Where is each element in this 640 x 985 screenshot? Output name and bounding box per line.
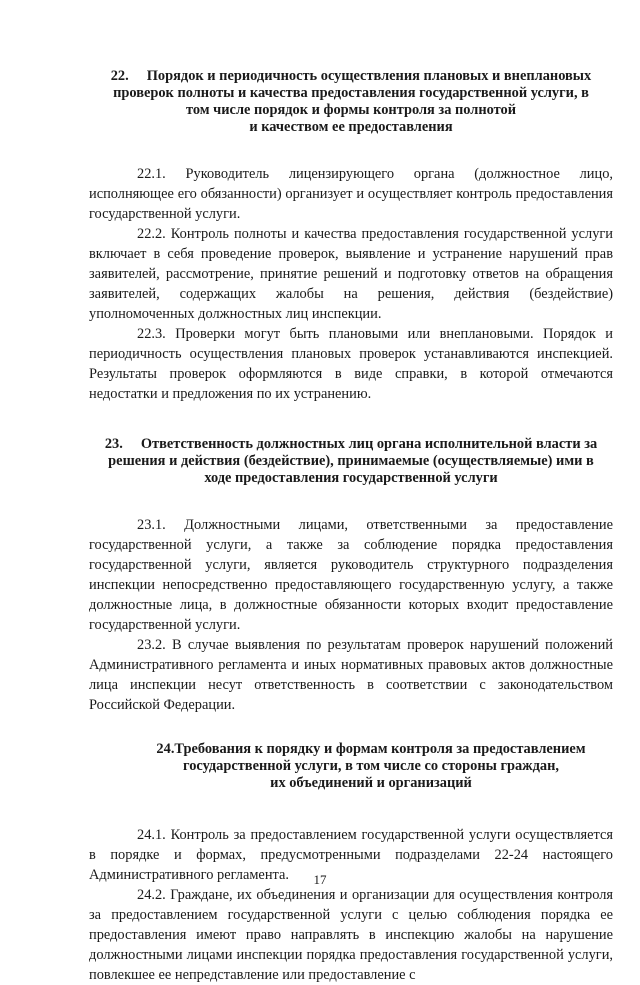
document-body <box>89 68 613 985</box>
section-23-heading-line-1: 23. Ответственность должностных лиц органа исполнительной власти за <box>104 436 598 452</box>
paragraph-22-3: 22.3. Проверки могут быть плановыми или внеплановыми. Порядок и периодичность осуществления плановых проверок устанавливаются инспекцией. Результаты проверок оформляются в виде справки, в которой отмечаются недостатки и предложения по их устранению. <box>89 326 613 402</box>
paragraph-24-1: 24.1. Контроль за предоставлением государственной услуги осуществляется в порядке и формах, предусмотренными подразделами 22-24 настоящего Административного регламента. <box>89 827 613 883</box>
section-23-heading-line-3: ходе предоставления государственной услуги <box>204 470 498 486</box>
section-23-body <box>89 515 613 715</box>
section-23-heading-line-2: решения и действия (бездействие), принимаемые (осуществляемые) ими в <box>108 453 594 469</box>
paragraph-22-1: 22.1. Руководитель лицензирующего органа (должностное лицо, исполняющее его обязанности) организует и осуществляет контроль предоставления государственной услуги. <box>89 166 613 222</box>
page-number: 17 <box>313 872 327 887</box>
paragraph-22-2: 22.2. Контроль полноты и качества предоставления государственной услуги включает в себя проведение проверок, выявление и устранение нарушений прав заявителей, рассмотрение, принятие решений и подготовку ответов на обращения заявителей, содержащих жалобы на решения, действия (бездействие) уполномоченных должностных лиц инспекции. <box>89 226 613 322</box>
paragraph-23-2: 23.2. В случае выявления по результатам проверок нарушений положений Административного регламента и иных нормативных правовых актов должностные лица инспекции несут ответственность в соответствии с законодательством Российской Федерации. <box>89 637 613 713</box>
section-22-heading-line-1: 22. Порядок и периодичность осуществления плановых и внеплановых <box>110 68 592 84</box>
section-22-heading-line-2: проверок полноты и качества предоставления государственной услуги, в <box>113 85 589 101</box>
section-24-heading <box>89 741 613 792</box>
paragraph-24-2: 24.2. Граждане, их объединения и организации для осуществления контроля за предоставлением государственной услуги с целью соблюдения порядка ее предоставления имеют право направлять в инспекцию жалобы на нарушение должностными лицами инспекции порядка предоставления государственной услуги, повлекшее ее непредставление или предоставление с <box>89 887 613 983</box>
section-24-number: 24. <box>156 741 175 757</box>
section-22-heading-line-4: и качеством ее предоставления <box>249 119 453 135</box>
section-24-body <box>89 825 613 985</box>
section-24-heading-line-2: государственной услуги, в том числе со стороны граждан, <box>183 758 559 774</box>
section-23-heading <box>89 436 613 487</box>
section-22-body <box>89 164 613 404</box>
section-22-heading-line-3: том числе порядок и формы контроля за полнотой <box>185 102 517 118</box>
section-23-number: 23. <box>104 436 123 452</box>
paragraph-23-1: 23.1. Должностными лицами, ответственными за предоставление государственной услуги, а также за соблюдение порядка предоставления государственной услуги, является руководитель структурного подразделения инспекции непосредственно предоставляющего государственную услугу, а также должностные лица, в должностные обязанности которых входит предоставление государственной услуги. <box>89 517 613 633</box>
section-22-heading <box>89 68 613 136</box>
section-24-heading-line-3: их объединений и организаций <box>270 775 472 791</box>
section-24-heading-line-1: 24.Требования к порядку и формам контроля за предоставлением <box>156 741 586 757</box>
section-22-number: 22. <box>110 68 129 84</box>
